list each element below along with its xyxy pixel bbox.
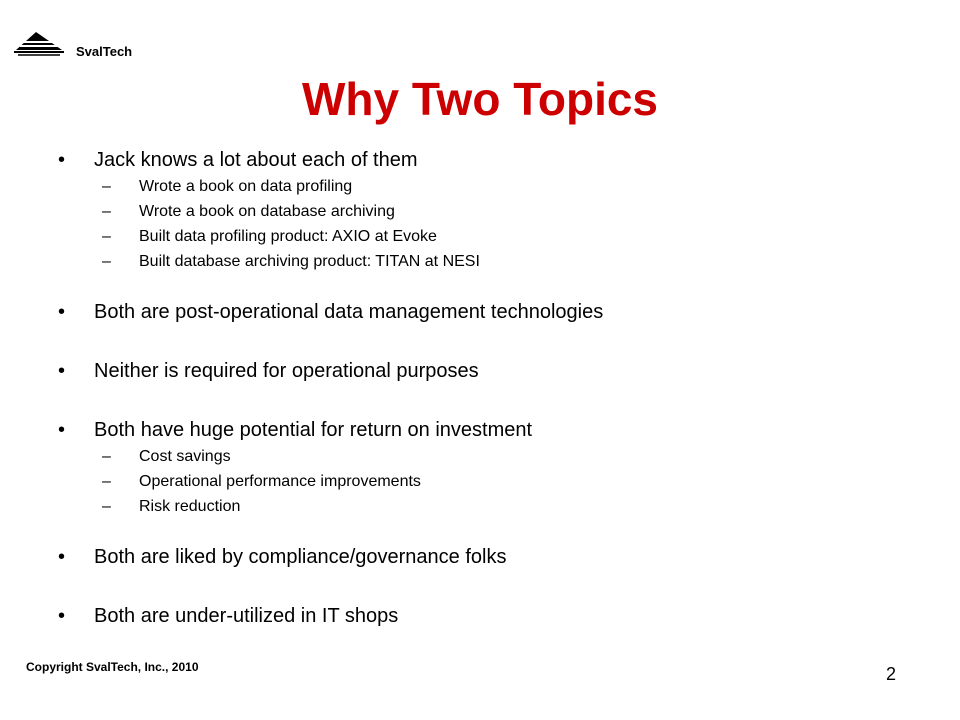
- bullet-text: Both have huge potential for return on investment: [94, 419, 533, 441]
- bullet-item: [58, 146, 918, 274]
- bullet-text: Both are under-utilized in IT shops: [94, 605, 399, 627]
- sub-bullet-item: [94, 494, 918, 519]
- sub-bullet-text: Wrote a book on data profiling: [139, 178, 353, 195]
- sub-bullet-text: Wrote a book on database archiving: [139, 203, 395, 220]
- bullet-marker: •: [58, 360, 66, 382]
- bullet-marker: •: [58, 419, 66, 441]
- brand-name: SvalTech: [76, 44, 133, 59]
- bullet-text: Neither is required for operational purposes: [94, 360, 479, 382]
- bullet-item: [58, 298, 918, 326]
- page-number: 2: [886, 664, 897, 684]
- sub-bullet-item: [94, 444, 918, 469]
- sub-bullet-text: Risk reduction: [139, 498, 241, 515]
- bullet-text: Both are post-operational data management technologies: [94, 301, 604, 323]
- bullet-item: [58, 416, 918, 519]
- sub-bullet-item: [94, 249, 918, 274]
- sub-bullet-marker: –: [102, 178, 111, 195]
- bullet-item: [58, 357, 918, 385]
- sub-bullet-item: [94, 469, 918, 494]
- sub-bullet-list: [94, 174, 918, 274]
- bullet-text: Both are liked by compliance/governance folks: [94, 546, 507, 568]
- sub-bullet-text: Built database archiving product: TITAN at NESI: [139, 253, 480, 270]
- sub-bullet-text: Operational performance improvements: [139, 473, 421, 490]
- bullet-text: Jack knows a lot about each of them: [94, 149, 418, 171]
- sub-bullet-marker: –: [102, 203, 111, 220]
- bullet-marker: •: [58, 149, 66, 171]
- sub-bullet-text: Cost savings: [139, 448, 231, 465]
- bullet-item: [58, 602, 918, 630]
- sub-bullet-text: Built data profiling product: AXIO at Evoke: [139, 228, 437, 245]
- sub-bullet-marker: –: [102, 473, 111, 490]
- bullet-list: [58, 146, 918, 661]
- sub-bullet-item: [94, 224, 918, 249]
- bullet-item: [58, 543, 918, 571]
- sub-bullet-list: [94, 444, 918, 519]
- copyright-notice: Copyright SvalTech, Inc., 2010: [26, 660, 199, 674]
- sub-bullet-item: [94, 174, 918, 199]
- sub-bullet-marker: –: [102, 448, 111, 465]
- sub-bullet-marker: –: [102, 253, 111, 270]
- bullet-marker: •: [58, 605, 66, 627]
- sub-bullet-item: [94, 199, 918, 224]
- bullet-marker: •: [58, 546, 66, 568]
- svaltech-logo-icon: [14, 30, 64, 56]
- sub-bullet-marker: –: [102, 498, 111, 515]
- slide-title: Why Two Topics: [301, 73, 659, 125]
- bullet-marker: •: [58, 301, 66, 323]
- sub-bullet-marker: –: [102, 228, 111, 245]
